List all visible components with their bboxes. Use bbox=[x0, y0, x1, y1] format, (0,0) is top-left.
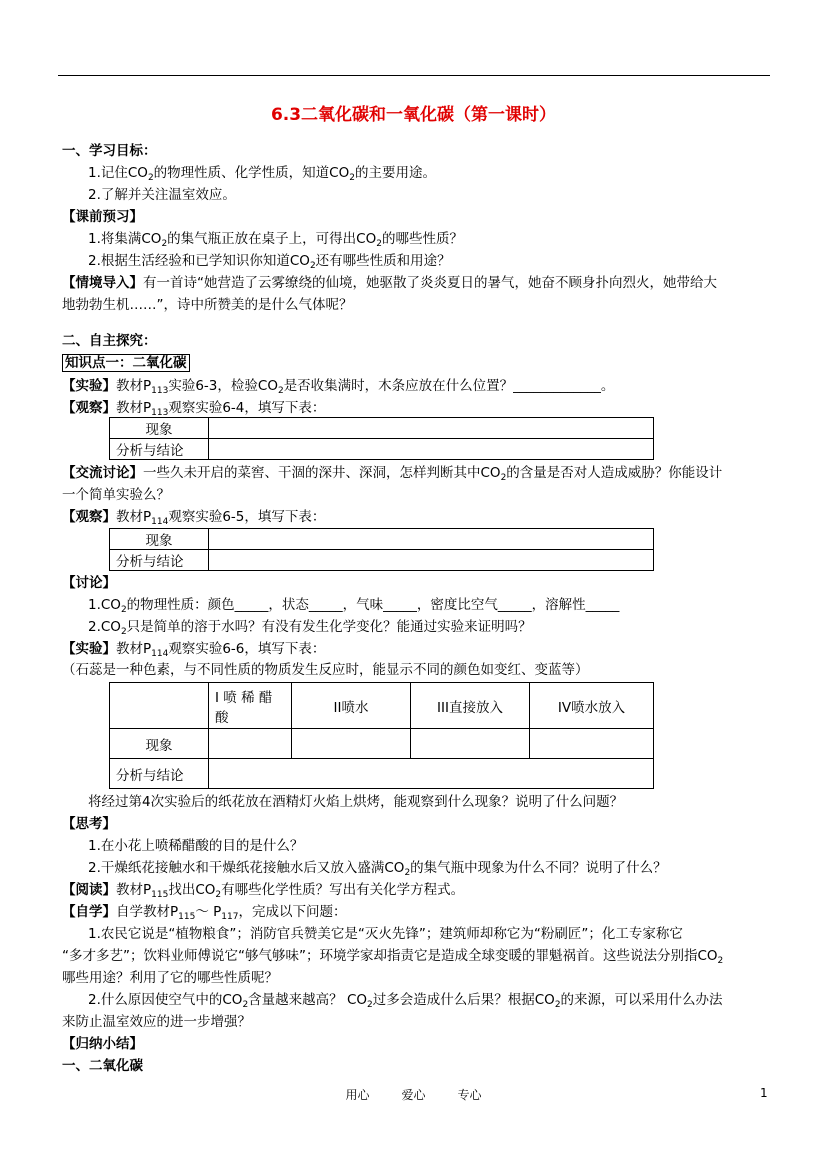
column-header-2: II喷水 bbox=[292, 683, 411, 729]
table-cell[interactable] bbox=[209, 439, 654, 460]
preview-q2: 2.根据生活经验和已学知识你知道$CO_2$还有哪些性质和用途？ bbox=[88, 253, 451, 271]
section-heading-goals: 一、学习目标： bbox=[62, 143, 157, 159]
intro-line-2: 地勃勃生机……”，诗中所赞美的是什么气体呢？ bbox=[62, 297, 353, 313]
discussion-line-1: 【交流讨论】一些久未开启的菜窖、干涸的深井、深洞，怎样判断其中$CO_2$的含量是否对人造成威胁？你能设计 bbox=[62, 465, 723, 483]
table-cell[interactable] bbox=[209, 529, 654, 550]
observe-1: 【观察】教材$P_{113}$观察实验6-4，填写下表： bbox=[62, 400, 326, 418]
table-cell[interactable] bbox=[209, 759, 654, 789]
discussion-label: 【讨论】 bbox=[62, 575, 116, 591]
table-corner-cell bbox=[110, 683, 209, 729]
observe-table-2 bbox=[109, 528, 654, 571]
goal-1: 1.记住$CO_2$的物理性质、化学性质，知道$CO_2$的主要用途。 bbox=[88, 165, 436, 183]
page-footer: 用心 爱心 专心 bbox=[345, 1088, 482, 1102]
preview-q1: 1.将集满$CO_2$的集气瓶正放在桌子上，可得出$CO_2$的哪些性质？ bbox=[88, 231, 463, 249]
self-q1-line-1: 1.农民它说是“植物粮食”；消防官兵赞美它是“灭火先锋”；建筑师却称它为“粉刷匠”；化工专家称它 bbox=[88, 926, 683, 942]
row-label-phenomenon: 现象 bbox=[110, 418, 209, 439]
self-q1-line-3: 哪些用途？利用了它的哪些性质呢？ bbox=[62, 970, 278, 986]
table-cell[interactable] bbox=[209, 418, 654, 439]
row-label-analysis: 分析与结论 bbox=[110, 550, 209, 571]
experiment-table bbox=[109, 682, 654, 789]
preview-label: 【课前预习】 bbox=[62, 209, 143, 225]
table-cell[interactable] bbox=[411, 729, 530, 759]
read-line: 【阅读】教材$P_{115}$找出$CO_2$有哪些化学性质？写出有关化学方程式。 bbox=[62, 882, 465, 900]
discussion-line-2: 一个简单实验么？ bbox=[62, 487, 170, 503]
discussion-q2: $2.CO_2$只是简单的溶于水吗？有没有发生化学变化？能通过实验来证明吗？ bbox=[88, 619, 532, 637]
column-header-3: III直接放入 bbox=[411, 683, 530, 729]
think-q1: 1.在小花上喷稀醋酸的目的是什么？ bbox=[88, 838, 304, 854]
summary-label: 【归纳小结】 bbox=[62, 1036, 143, 1052]
table-cell[interactable] bbox=[209, 729, 292, 759]
row-label-phenomenon: 现象 bbox=[110, 729, 209, 759]
self-q1-line-2: “多才多艺”；饮料业师傅说它“够气够味”；环境学家却指责它是造成全球变暖的罪魁祸首。这些说法分别指$CO_2$ bbox=[62, 948, 724, 966]
section-heading-explore: 二、自主探究： bbox=[62, 333, 157, 349]
summary-heading: 一、二氧化碳 bbox=[62, 1058, 143, 1074]
page-number: 1 bbox=[760, 1086, 768, 1100]
row-label-analysis: 分析与结论 bbox=[110, 759, 209, 789]
row-label-analysis: 分析与结论 bbox=[110, 439, 209, 460]
think-q2: 2.干燥纸花接触水和干燥纸花接触水后又放入盛满$CO_2$的集气瓶中现象为什么不同？说明了什么？ bbox=[88, 860, 667, 878]
self-study-line: 【自学】自学教材$P_{115}\sim$ $P_{117}$，完成以下问题： bbox=[62, 904, 347, 922]
column-header-4: IV喷水放入 bbox=[530, 683, 654, 729]
think-label: 【思考】 bbox=[62, 816, 116, 832]
page-title: 6.3二氧化碳和一氧化碳（第一课时） bbox=[270, 105, 557, 125]
table-cell[interactable] bbox=[530, 729, 654, 759]
bake-question: 将经过第4次实验后的纸花放在酒精灯火焰上烘烤，能观察到什么现象？说明了什么问题？ bbox=[88, 794, 624, 810]
self-q2-line-1: 2.什么原因使空气中的$CO_2$含量越来越高？ $CO_2$过多会造成什么后果？根据$CO_2$的来源，可以采用什么办法 bbox=[88, 992, 723, 1010]
header-rule bbox=[58, 75, 770, 76]
observe-table-1 bbox=[109, 417, 654, 460]
table-cell[interactable] bbox=[292, 729, 411, 759]
observe-2: 【观察】教材$P_{114}$观察实验6-5，填写下表： bbox=[62, 509, 326, 527]
discussion-q1: $1.CO_2$的物理性质：颜色_____，状态_____，气味_____，密度比空气_____，溶解性_____ bbox=[88, 597, 620, 615]
table-cell[interactable] bbox=[209, 550, 654, 571]
knowledge-point-box: 知识点一：二氧化碳 bbox=[62, 354, 190, 372]
self-q2-line-2: 来防止温室效应的进一步增强？ bbox=[62, 1014, 251, 1030]
litmus-note: （石蕊是一种色素，与不同性质的物质发生反应时，能显示不同的颜色如变红、变蓝等） bbox=[62, 662, 589, 678]
intro-line-1: 【情境导入】有一首诗“她营造了云雾缭绕的仙境，她驱散了炎炎夏日的暑气，她奋不顾身扑向烈火，她带给大 bbox=[62, 275, 717, 291]
experiment-2: 【实验】教材$P_{114}$观察实验6-6，填写下表： bbox=[62, 641, 326, 659]
row-label-phenomenon: 现象 bbox=[110, 529, 209, 550]
goal-2: 2.了解并关注温室效应。 bbox=[88, 187, 236, 203]
column-header-1: I 喷 稀 醋 酸 bbox=[209, 683, 292, 729]
experiment-1: 【实验】教材$P_{113}$实验6-3，检验$CO_2$是否收集满时，木条应放在什么位置？_____________。 bbox=[62, 378, 615, 396]
